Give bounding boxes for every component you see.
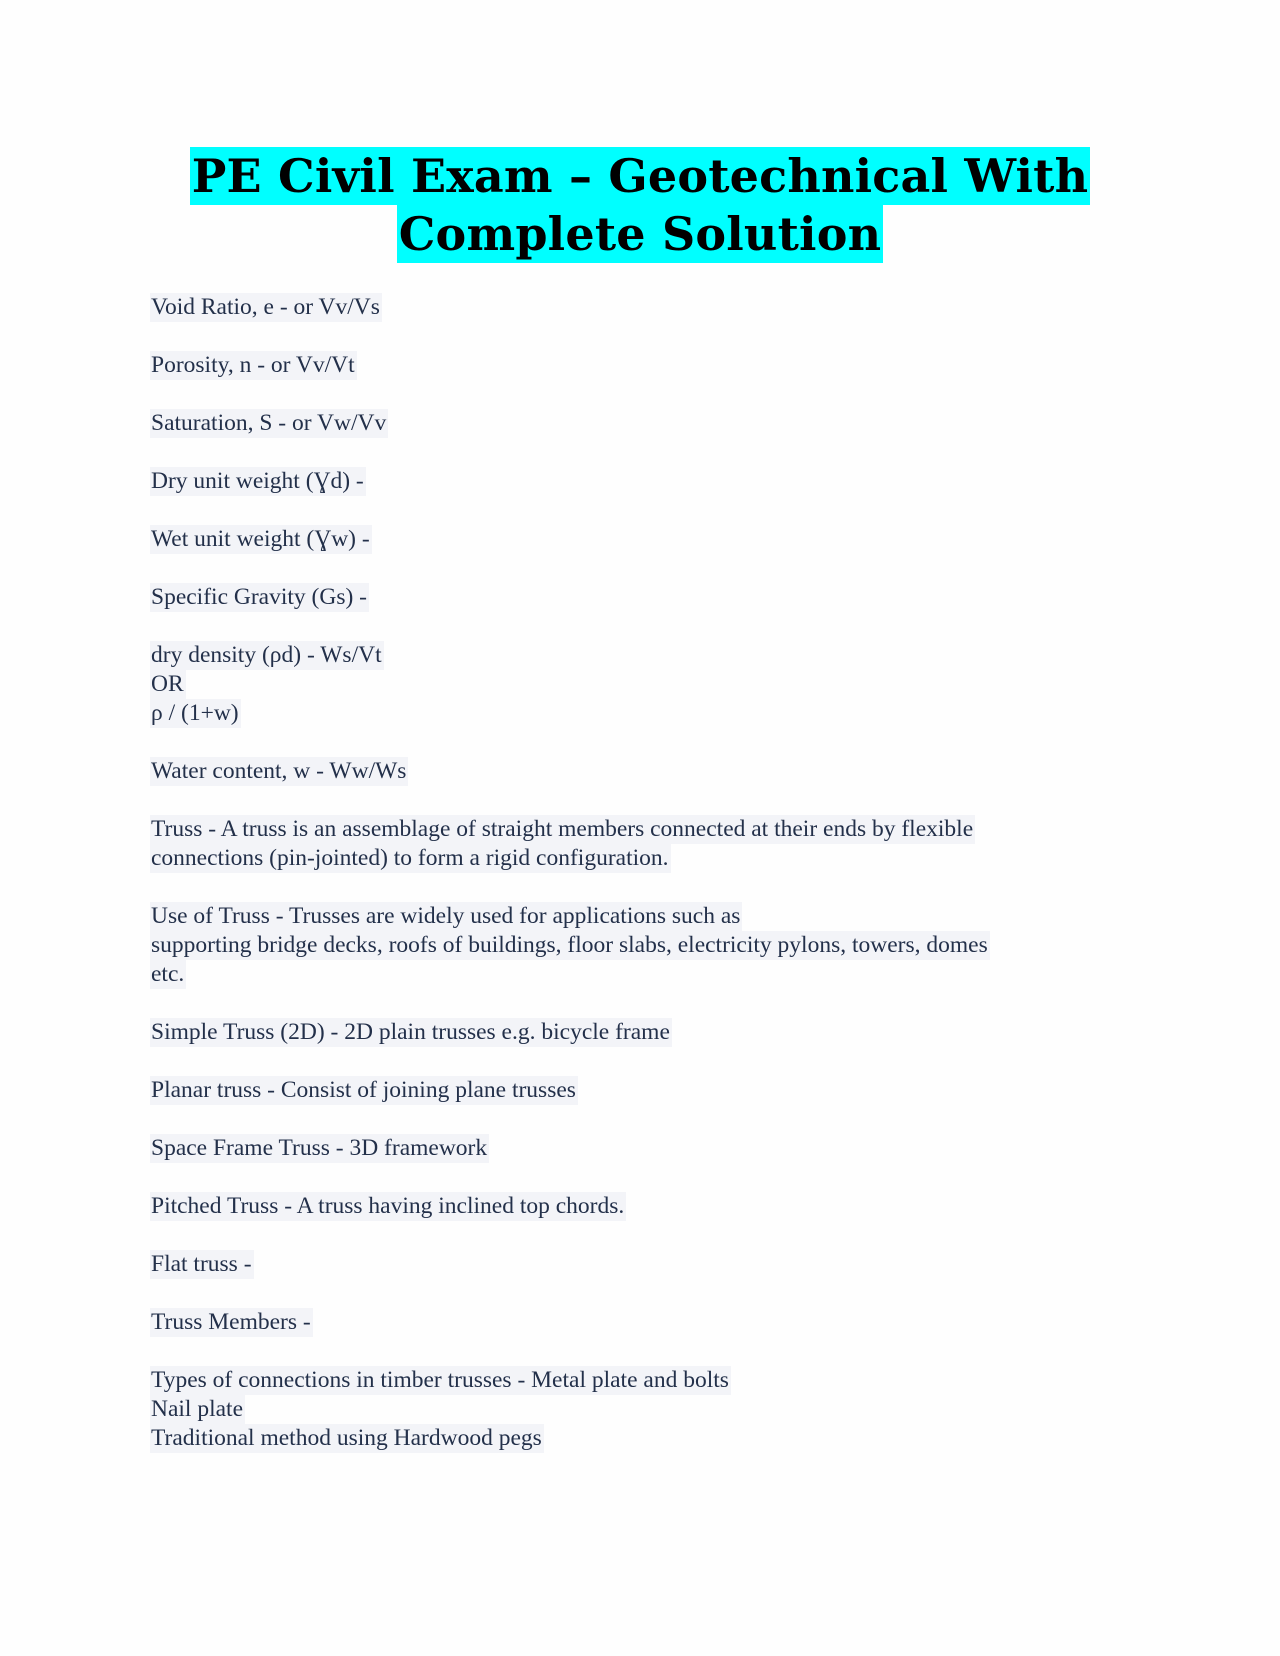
entry-space-frame-truss: [150, 1134, 1110, 1163]
entry-truss-members: [150, 1308, 1110, 1337]
entry-use-of-truss: [150, 902, 1110, 989]
entry-text: Void Ratio, e - or Vv/Vs: [151, 294, 380, 320]
entry-text: Truss - A truss is an assemblage of straight members connected at their ends by flexible: [151, 816, 974, 842]
page-title: [0, 147, 1280, 263]
entry-text: Water content, w - Ww/Ws: [151, 758, 407, 784]
entry-dry-density: [150, 641, 1110, 728]
entry-text: ρ / (1+w): [151, 700, 239, 726]
entry-connections: [150, 1366, 1110, 1453]
entry-planar-truss: [150, 1076, 1110, 1105]
entry-text: dry density (ρd) - Ws/Vt: [151, 642, 382, 668]
title-line-1: PE Civil Exam – Geotechnical With: [191, 149, 1089, 203]
entry-text: Specific Gravity (Gs) -: [151, 584, 367, 610]
entry-text: Saturation, S - or Vw/Vv: [151, 410, 387, 436]
entry-text: Use of Truss - Trusses are widely used for applications such as: [151, 903, 741, 929]
entry-text: Porosity, n - or Vv/Vt: [151, 352, 355, 378]
entry-text: Traditional method using Hardwood pegs: [151, 1425, 542, 1451]
entry-text: Types of connections in timber trusses - Metal plate and bolts: [151, 1367, 729, 1393]
entry-truss: [150, 815, 1110, 873]
entry-text: Truss Members -: [151, 1309, 311, 1335]
entry-text: supporting bridge decks, roofs of buildings, floor slabs, electricity pylons, towers, domes: [151, 932, 988, 958]
entry-text: Flat truss -: [151, 1251, 252, 1277]
entry-void-ratio: [150, 293, 1110, 322]
entry-text: Planar truss - Consist of joining plane trusses: [151, 1077, 576, 1103]
entry-wet-unit-weight: [150, 525, 1110, 554]
document-body: [150, 293, 1110, 1482]
entry-text: Wet unit weight (Ɣw) -: [151, 526, 370, 552]
entry-text: connections (pin-jointed) to form a rigid configuration.: [151, 845, 669, 871]
entry-text: Dry unit weight (Ɣd) -: [151, 468, 364, 494]
entry-pitched-truss: [150, 1192, 1110, 1221]
entry-simple-truss: [150, 1018, 1110, 1047]
entry-text: Space Frame Truss - 3D framework: [151, 1135, 488, 1161]
entry-saturation: [150, 409, 1110, 438]
entry-flat-truss: [150, 1250, 1110, 1279]
title-line-2: Complete Solution: [398, 207, 882, 261]
entry-text: Nail plate: [151, 1396, 244, 1422]
entry-porosity: [150, 351, 1110, 380]
entry-water-content: [150, 757, 1110, 786]
entry-dry-unit-weight: [150, 467, 1110, 496]
entry-specific-gravity: [150, 583, 1110, 612]
entry-text: OR: [151, 671, 184, 697]
entry-text: etc.: [151, 961, 185, 987]
entry-text: Pitched Truss - A truss having inclined top chords.: [151, 1193, 625, 1219]
entry-text: Simple Truss (2D) - 2D plain trusses e.g. bicycle frame: [151, 1019, 670, 1045]
